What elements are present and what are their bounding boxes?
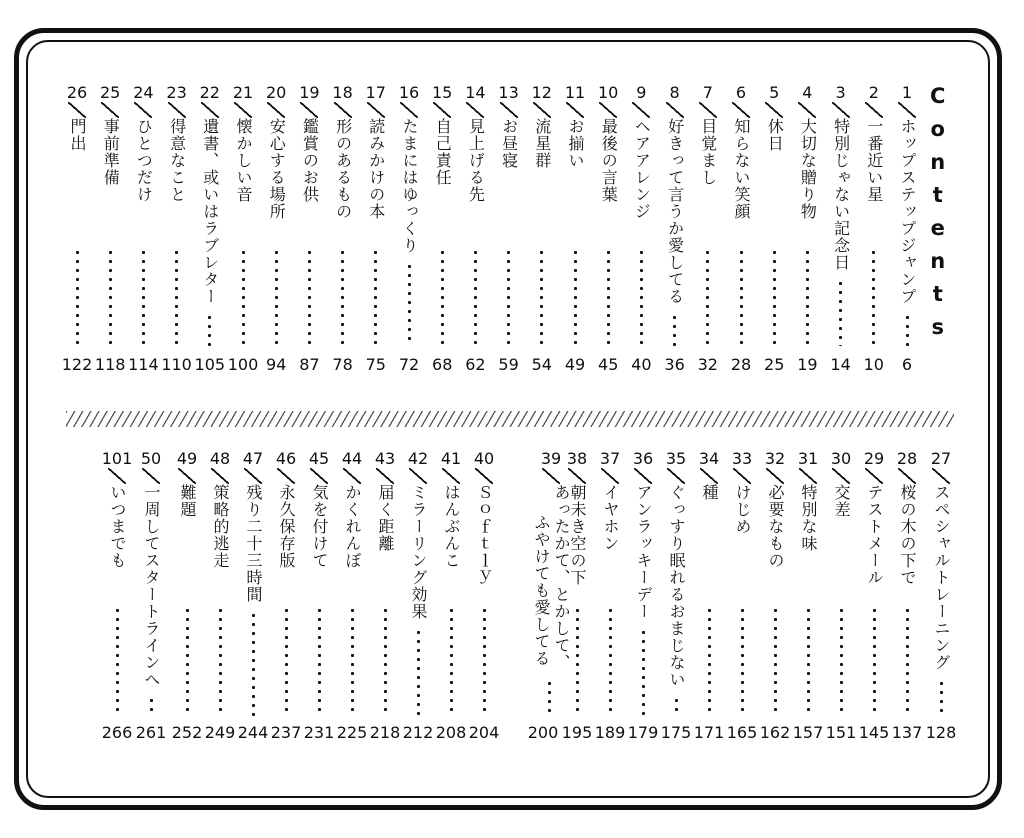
leader-dots xyxy=(607,248,610,346)
leader-dots xyxy=(675,696,678,716)
chapter-number: 30 xyxy=(830,449,852,468)
toc-entry[interactable] xyxy=(97,450,137,569)
chapter-number: 48 xyxy=(209,449,231,468)
chapter-number: 34 xyxy=(698,449,720,468)
leader-dots xyxy=(374,248,377,346)
leader-dots xyxy=(548,679,551,716)
chapter-title: 大切な贈り物 xyxy=(798,118,818,220)
chapter-title: 朝未き空の下 xyxy=(568,484,587,586)
chapter-number: 25 xyxy=(100,83,121,102)
chapter-number: 44 xyxy=(341,449,363,468)
chapter-title: ひとつだけ xyxy=(134,118,154,203)
chapter-title: 安心する場所 xyxy=(267,118,287,220)
leader-dots xyxy=(741,606,744,716)
chapter-title: テストメール xyxy=(865,484,884,586)
page-number: 19 xyxy=(797,355,818,374)
page-number: 110 xyxy=(161,355,192,374)
chapter-number: 27 xyxy=(930,449,952,468)
chapter-title: 特別じゃない記念日 xyxy=(831,118,851,271)
leader-dots xyxy=(640,248,643,346)
page-number: 36 xyxy=(664,355,685,374)
chapter-number: 50 xyxy=(140,449,162,468)
page-number: 32 xyxy=(697,355,718,374)
contents-heading-letter: n xyxy=(930,249,946,273)
slash-separator xyxy=(134,102,152,118)
slash-separator xyxy=(799,468,817,484)
slash-separator xyxy=(798,102,816,118)
slash-separator xyxy=(542,468,560,484)
leader-dots xyxy=(150,696,153,716)
chapter-title: かくれんぼ xyxy=(343,484,362,569)
leader-dots xyxy=(540,248,543,346)
slash-separator xyxy=(599,102,617,118)
slash-separator xyxy=(101,102,119,118)
page-number: 49 xyxy=(564,355,586,374)
leader-dots xyxy=(940,679,943,716)
leader-dots xyxy=(873,606,876,716)
leader-dots xyxy=(351,606,354,716)
leader-dots xyxy=(740,248,743,346)
chapter-title: 流星群 xyxy=(532,118,552,169)
slash-separator xyxy=(898,468,916,484)
slash-separator xyxy=(475,468,493,484)
leader-dots xyxy=(806,248,809,346)
slash-separator xyxy=(500,102,518,118)
chapter-number: 37 xyxy=(599,449,621,468)
toc-entry[interactable] xyxy=(131,450,171,688)
page-number: 151 xyxy=(825,723,857,742)
page-number: 175 xyxy=(660,723,692,742)
contents-heading-letter: e xyxy=(930,216,945,240)
page-number: 6 xyxy=(901,355,913,374)
leader-dots xyxy=(417,628,420,716)
chapter-title: 種 xyxy=(700,484,719,501)
chapter-title: あったかて、とかして、 xyxy=(552,484,571,671)
chapter-title: イヤホン xyxy=(601,484,620,552)
slash-separator xyxy=(442,468,460,484)
leader-dots xyxy=(186,606,189,716)
page-number: 231 xyxy=(303,723,335,742)
slash-separator xyxy=(832,102,850,118)
leader-dots xyxy=(252,611,255,716)
page-number: 94 xyxy=(266,355,287,374)
page-number: 114 xyxy=(128,355,159,374)
page-number: 105 xyxy=(194,355,226,374)
leader-dots xyxy=(906,606,909,716)
chapter-title: 遺書、或いはラブレター xyxy=(200,118,220,305)
leader-dots xyxy=(219,606,222,716)
leader-dots xyxy=(706,248,709,346)
chapter-number: 17 xyxy=(365,83,386,102)
chapter-number: 1 xyxy=(901,83,913,102)
leader-dots xyxy=(384,606,387,716)
leader-dots xyxy=(906,313,909,346)
toc-entry[interactable] xyxy=(167,450,207,518)
page-number: 14 xyxy=(830,355,851,374)
contents-heading-letter: t xyxy=(932,282,943,306)
slash-separator xyxy=(732,102,750,118)
chapter-title: 策略的逃走 xyxy=(211,484,230,569)
chapter-title: 気を付けて xyxy=(310,484,329,569)
slash-separator xyxy=(699,102,717,118)
page-number: 157 xyxy=(792,723,824,742)
leader-dots xyxy=(483,606,486,716)
slash-separator xyxy=(108,468,126,484)
toc-entry[interactable] xyxy=(57,84,97,152)
chapter-number: 39 xyxy=(540,449,562,468)
slash-separator xyxy=(234,102,252,118)
slash-separator xyxy=(367,102,385,118)
slash-separator xyxy=(211,468,229,484)
chapter-title: ヘアアレンジ xyxy=(632,118,652,220)
leader-dots xyxy=(773,248,776,346)
leader-dots xyxy=(872,248,875,346)
chapter-number: 7 xyxy=(702,83,713,102)
chapter-title: 門出 xyxy=(68,118,87,152)
hatched-divider xyxy=(66,411,954,427)
chapter-number: 24 xyxy=(133,83,154,102)
chapter-title: 見上げる先 xyxy=(466,118,486,203)
slash-separator xyxy=(433,102,451,118)
slash-separator xyxy=(244,468,262,484)
chapter-title: たまにはゆっくり xyxy=(400,118,419,254)
page-number: 145 xyxy=(858,723,890,742)
chapter-title: 自己責任 xyxy=(433,118,453,186)
slash-separator xyxy=(733,468,751,484)
chapter-title: 一番近い星 xyxy=(864,118,884,203)
slash-separator xyxy=(68,102,86,118)
chapter-title: ホップステップジャンプ xyxy=(898,118,917,305)
chapter-number: 33 xyxy=(731,449,753,468)
chapter-title: けじめ xyxy=(733,484,752,535)
page-number: 118 xyxy=(94,355,126,374)
chapter-title: お揃い xyxy=(566,118,585,169)
leader-dots xyxy=(175,248,178,346)
chapter-number: 19 xyxy=(299,83,320,102)
slash-separator xyxy=(178,468,196,484)
chapter-title: Ｓｏｆｔｌｙ xyxy=(475,484,494,586)
chapter-number: 23 xyxy=(166,83,187,102)
page-number: 128 xyxy=(925,723,957,742)
page-number: 252 xyxy=(171,723,203,742)
chapter-title: 好きって言うか愛してる xyxy=(665,118,685,305)
slash-separator xyxy=(142,468,160,484)
page-number: 45 xyxy=(598,355,619,374)
chapter-number: 6 xyxy=(735,83,747,102)
chapter-title: 交差 xyxy=(832,484,851,518)
leader-dots xyxy=(76,248,79,346)
chapter-title: 目覚まし xyxy=(698,118,718,186)
chapter-number: 20 xyxy=(266,83,287,102)
chapter-title: いつまでも xyxy=(108,484,127,569)
page-number: 237 xyxy=(270,723,302,742)
leader-dots xyxy=(441,248,444,346)
chapter-number: 47 xyxy=(242,449,264,468)
page-number: 137 xyxy=(891,723,923,742)
leader-dots xyxy=(208,313,211,346)
chapter-number: 10 xyxy=(598,83,619,102)
leader-dots xyxy=(109,248,112,346)
slash-separator xyxy=(533,102,551,118)
chapter-title-line2: ふやけても愛してる xyxy=(532,514,551,667)
leader-dots xyxy=(774,606,777,716)
chapter-title: 難題 xyxy=(178,484,197,518)
leader-dots xyxy=(507,248,510,346)
leader-dots xyxy=(708,606,711,716)
slash-separator xyxy=(343,468,361,484)
chapter-number: 3 xyxy=(835,83,846,102)
page-number: 195 xyxy=(561,723,593,742)
toc-entry[interactable] xyxy=(921,450,961,671)
page-number: 40 xyxy=(631,355,652,374)
leader-dots xyxy=(285,606,288,716)
page-number: 266 xyxy=(101,723,133,742)
contents-heading-letter: t xyxy=(932,183,943,207)
chapter-title: 届く距離 xyxy=(376,484,395,552)
chapter-number: 38 xyxy=(566,449,588,468)
chapter-title: はんぶんこ xyxy=(442,484,461,569)
slash-separator xyxy=(632,102,650,118)
page-number: 122 xyxy=(61,355,93,374)
contents-heading-letter: C xyxy=(930,84,946,108)
page-number: 59 xyxy=(498,355,519,374)
chapter-number: 29 xyxy=(863,449,885,468)
chapter-number: 16 xyxy=(398,83,420,102)
chapter-number: 21 xyxy=(232,83,254,102)
chapter-number: 42 xyxy=(407,449,429,468)
page-number: 171 xyxy=(693,723,725,742)
chapter-number: 13 xyxy=(498,83,519,102)
leader-dots xyxy=(807,606,810,716)
leader-dots xyxy=(318,606,321,716)
leader-dots xyxy=(673,313,676,346)
chapter-title: 必要なもの xyxy=(766,484,785,569)
chapter-number: 14 xyxy=(465,83,486,102)
slash-separator xyxy=(409,468,427,484)
chapter-number: 36 xyxy=(632,449,654,468)
slash-separator xyxy=(201,102,219,118)
leader-dots xyxy=(642,628,645,716)
slash-separator xyxy=(300,102,318,118)
chapter-title: 最後の言葉 xyxy=(599,118,619,203)
leader-dots xyxy=(840,606,843,716)
chapter-number: 4 xyxy=(802,83,813,102)
page-number: 68 xyxy=(432,355,453,374)
slash-separator xyxy=(566,102,584,118)
chapter-number: 31 xyxy=(797,449,819,468)
chapter-title: 事前準備 xyxy=(101,118,121,186)
page-number: 87 xyxy=(299,355,320,374)
contents-heading-letter: s xyxy=(931,315,944,339)
chapter-number: 11 xyxy=(564,83,586,102)
chapter-title: 残り二十三時間 xyxy=(244,484,263,603)
chapter-number: 8 xyxy=(669,83,680,102)
chapter-number: 35 xyxy=(665,449,687,468)
slash-separator xyxy=(310,468,328,484)
chapter-number: 22 xyxy=(199,83,220,102)
leader-dots xyxy=(576,606,579,716)
chapter-number: 26 xyxy=(66,83,88,102)
chapter-number: 28 xyxy=(896,449,918,468)
leader-dots xyxy=(839,279,842,346)
chapter-title: 鑑賞のお供 xyxy=(300,118,320,203)
chapter-title: ミラーリング効果 xyxy=(409,484,428,620)
chapter-number: 49 xyxy=(176,449,198,468)
page-number: 249 xyxy=(204,723,236,742)
leader-dots xyxy=(574,248,577,346)
page-number: 165 xyxy=(726,723,758,742)
slash-separator xyxy=(865,468,883,484)
leader-dots xyxy=(116,606,119,716)
slash-separator xyxy=(634,468,652,484)
page-number: 189 xyxy=(594,723,626,742)
slash-separator xyxy=(334,102,352,118)
page-number: 212 xyxy=(402,723,434,742)
page-number: 25 xyxy=(764,355,785,374)
slash-separator xyxy=(832,468,850,484)
slash-separator xyxy=(700,468,718,484)
chapter-number: 43 xyxy=(374,449,396,468)
page-number: 78 xyxy=(332,355,353,374)
page-number: 10 xyxy=(863,355,884,374)
slash-separator xyxy=(277,468,295,484)
slash-separator xyxy=(666,102,684,118)
page-number: 218 xyxy=(369,723,401,742)
chapter-title: 桜の木の下で xyxy=(898,484,917,586)
contents-heading-letter: n xyxy=(930,150,946,174)
leader-dots xyxy=(341,248,344,346)
page-number: 162 xyxy=(759,723,791,742)
chapter-title: 懐かしい音 xyxy=(234,118,253,203)
slash-separator xyxy=(667,468,685,484)
chapter-number: 18 xyxy=(332,83,353,102)
chapter-title: 一周してスタートラインへ xyxy=(142,484,161,688)
chapter-title: スペシャルトレーニング xyxy=(932,484,951,671)
chapter-number: 41 xyxy=(440,449,462,468)
chapter-title: 得意なこと xyxy=(167,118,187,203)
slash-separator xyxy=(865,102,883,118)
page-number: 204 xyxy=(468,723,500,742)
page-number: 244 xyxy=(237,723,269,742)
chapter-title: お昼寝 xyxy=(499,118,519,169)
chapter-number: 15 xyxy=(432,83,453,102)
chapter-title-two-line xyxy=(532,484,570,671)
page-number: 75 xyxy=(365,355,386,374)
leader-dots xyxy=(242,248,245,346)
page-number: 179 xyxy=(627,723,659,742)
leader-dots xyxy=(308,248,311,346)
chapter-title: アンラッキーデー xyxy=(634,484,653,620)
contents-heading xyxy=(930,80,945,344)
chapter-number: 2 xyxy=(868,83,879,102)
leader-dots xyxy=(142,248,145,346)
leader-dots xyxy=(275,248,278,346)
chapter-number: 101 xyxy=(101,449,133,468)
leader-dots xyxy=(609,606,612,716)
page-number: 100 xyxy=(227,355,259,374)
page-number: 208 xyxy=(435,723,467,742)
slash-separator xyxy=(898,102,916,118)
slash-separator xyxy=(400,102,418,118)
leader-dots xyxy=(408,262,411,346)
page-number: 261 xyxy=(135,723,167,742)
slash-separator xyxy=(267,102,285,118)
chapter-title: 休日 xyxy=(765,118,785,152)
page-number: 72 xyxy=(398,355,420,374)
leader-dots xyxy=(474,248,477,346)
slash-separator xyxy=(932,468,950,484)
page-number: 62 xyxy=(465,355,486,374)
chapter-number: 32 xyxy=(764,449,786,468)
page-number: 200 xyxy=(527,723,559,742)
page-number: 28 xyxy=(730,355,752,374)
chapter-title: ぐっすり眠れるおまじない xyxy=(667,484,686,688)
chapter-number: 5 xyxy=(769,83,780,102)
slash-separator xyxy=(766,468,784,484)
chapter-title: 知らない笑顔 xyxy=(732,118,751,220)
slash-separator xyxy=(466,102,484,118)
page-number: 225 xyxy=(336,723,368,742)
chapter-number: 40 xyxy=(473,449,495,468)
chapter-number: 45 xyxy=(308,449,330,468)
chapter-number: 12 xyxy=(531,83,552,102)
toc-entry[interactable] xyxy=(531,450,571,671)
page-number: 54 xyxy=(531,355,552,374)
chapter-title: 形のあるもの xyxy=(333,118,353,220)
slash-separator xyxy=(601,468,619,484)
chapter-title: 特別な味 xyxy=(799,484,818,552)
contents-heading-letter: o xyxy=(930,117,945,141)
chapter-title: 読みかけの本 xyxy=(366,118,386,220)
slash-separator xyxy=(765,102,783,118)
chapter-number: 46 xyxy=(275,449,297,468)
leader-dots xyxy=(450,606,453,716)
slash-separator xyxy=(376,468,394,484)
chapter-number: 9 xyxy=(636,83,647,102)
chapter-title: 永久保存版 xyxy=(277,484,296,569)
slash-separator xyxy=(168,102,186,118)
